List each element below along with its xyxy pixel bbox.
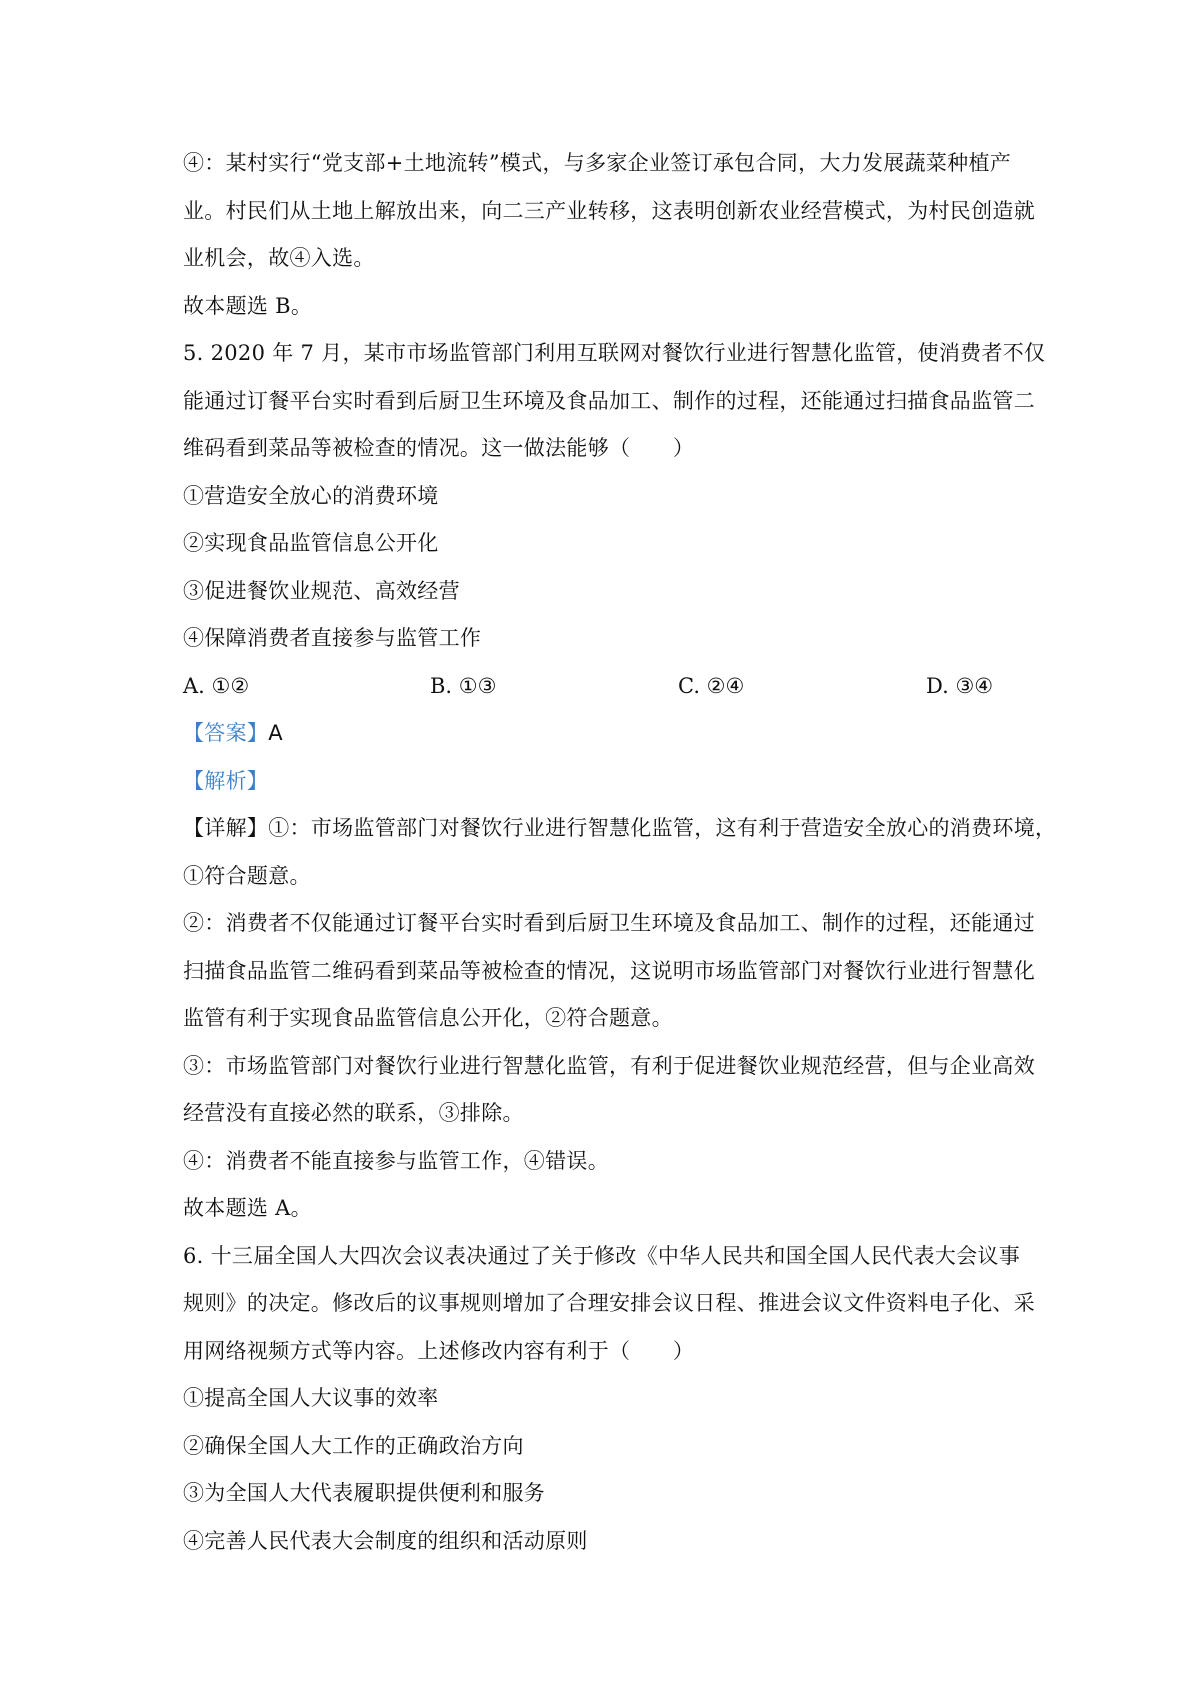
q5-option-b: B. ①③ — [430, 673, 497, 698]
q4-analysis-tail — [183, 140, 1035, 330]
q6-item-1: ①提高全国人大议事的效率 — [183, 1386, 439, 1410]
q5-stem-line-3: 维码看到菜品等被检查的情况。这一做法能够（ ） — [183, 436, 695, 460]
q4-line-1: ④：某村实行“党支部+土地流转”模式，与多家企业签订承包合同，大力发展蔬菜种植产 — [183, 151, 1012, 175]
q6-stem-line-2: 规则》的决定。修改后的议事规则增加了合理安排会议日程、推进会议文件资料电子化、采 — [183, 1291, 1035, 1315]
q5-option-a: A. ①② — [183, 673, 250, 698]
q5-stem-line-1: 5. 2020 年 7 月，某市市场监管部门利用互联网对餐饮行业进行智慧化监管，使消费者不仅 — [183, 341, 1046, 365]
q5-detail-line-3: ②：消费者不仅能通过订餐平台实时看到后厨卫生环境及食品加工、制作的过程，还能通过 — [183, 911, 1035, 935]
q6-item-2: ②确保全国人大工作的正确政治方向 — [183, 1433, 524, 1458]
q4-line-3: 业机会，故④入选。 — [183, 246, 375, 270]
question-6 — [183, 1233, 1035, 1566]
q5-item-4: ④保障消费者直接参与监管工作 — [183, 626, 482, 650]
q5-item-3: ③促进餐饮业规范、高效经营 — [183, 578, 460, 603]
q5-option-d: D. ③④ — [926, 673, 994, 698]
q5-detail-line-7: 经营没有直接必然的联系，③排除。 — [183, 1101, 524, 1125]
q4-line-2: 业。村民们从土地上解放出来，向二三产业转移，这表明创新农业经营模式，为村民创造就 — [183, 198, 1035, 223]
analysis-tag: 【解析】 — [183, 768, 269, 793]
detail-first-text: ①：市场监管部门对餐饮行业进行智慧化监管，这有利于营造安全放心的消费环境， — [268, 816, 1057, 840]
answer-value: A — [268, 721, 283, 745]
q5-answer — [183, 710, 1023, 758]
q5-detail-line-6: ③：市场监管部门对餐饮行业进行智慧化监管，有利于促进餐饮业规范经营，但与企业高效 — [183, 1053, 1035, 1078]
q6-stem-line-3: 用网络视频方式等内容。上述修改内容有利于（ ） — [183, 1338, 695, 1363]
answer-tag: 【答案】 — [183, 721, 269, 745]
q5-detail-line-8: ④：消费者不能直接参与监管工作，④错误。 — [183, 1148, 609, 1173]
q6-item-4: ④完善人民代表大会制度的组织和活动原则 — [183, 1528, 588, 1553]
q5-detail-line-2: ①符合题意。 — [183, 863, 311, 888]
q5-detail-line-4: 扫描食品监管二维码看到菜品等被检查的情况，这说明市场监管部门对餐饮行业进行智慧化 — [183, 958, 1035, 983]
document-page — [183, 140, 1057, 1565]
detail-tag: 【详解】 — [183, 816, 269, 840]
q6-stem-line-1: 6. 十三届全国人大四次会议表决通过了关于修改《中华人民共和国全国人民代表大会议事 — [183, 1243, 1021, 1268]
question-5 — [183, 330, 1057, 1233]
q6-item-3: ③为全国人大代表履职提供便利和服务 — [183, 1481, 546, 1505]
q4-conclusion: 故本题选 B。 — [183, 293, 313, 318]
q5-conclusion: 故本题选 A。 — [183, 1196, 312, 1220]
q5-detail-line-5: 监管有利于实现食品监管信息公开化，②符合题意。 — [183, 1006, 673, 1030]
q5-options — [183, 663, 1023, 711]
q5-stem-line-2: 能通过订餐平台实时看到后厨卫生环境及食品加工、制作的过程，还能通过扫描食品监管二 — [183, 388, 1035, 413]
q5-item-1: ①营造安全放心的消费环境 — [183, 483, 439, 508]
q5-analysis-heading — [183, 758, 1023, 806]
q5-item-2: ②实现食品监管信息公开化 — [183, 531, 439, 555]
q5-option-c: C. ②④ — [678, 673, 745, 698]
q5-detail-line-1 — [183, 805, 1057, 853]
